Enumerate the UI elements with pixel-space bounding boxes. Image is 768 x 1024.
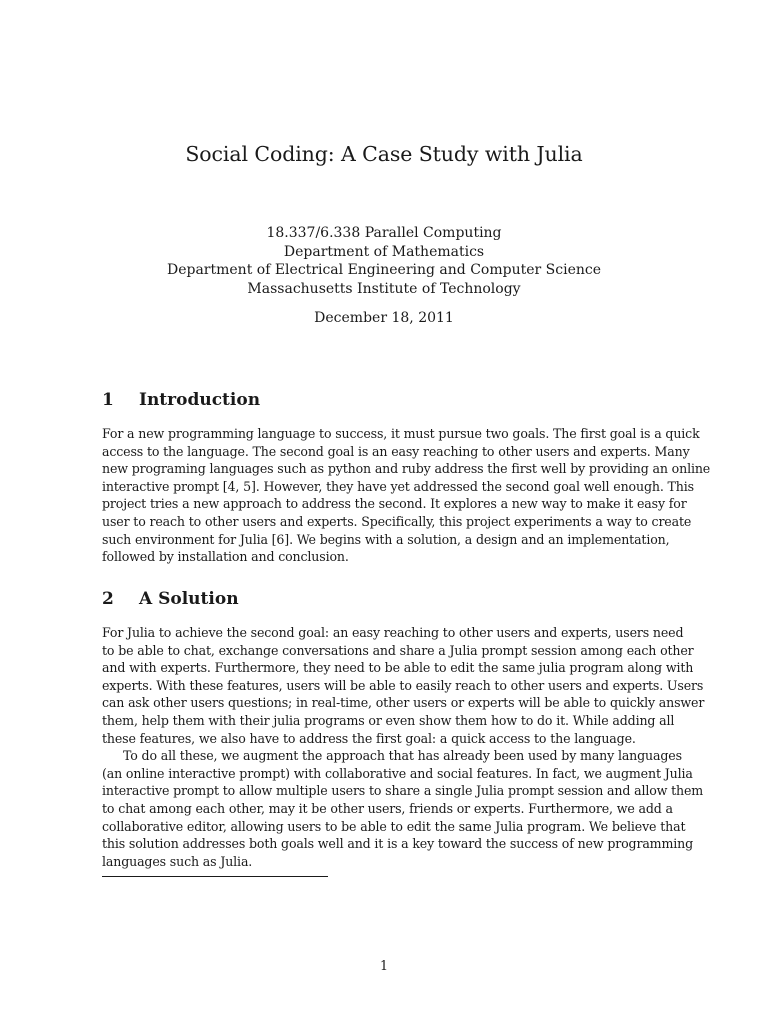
body-paragraph xyxy=(102,425,711,566)
text-line: For a new programming language to success, it must pursue two goals. The first goal is a quick xyxy=(102,426,700,441)
text-line: new programing languages such as python and ruby address the first well by providing an online xyxy=(102,461,711,477)
paper-title: Social Coding: A Case Study with Julia xyxy=(185,142,583,166)
paper-date: December 18, 2011 xyxy=(314,310,454,326)
text-line: them, help them with their julia programs or even show them how to do it. While adding all xyxy=(102,712,675,728)
text-line: interactive prompt to allow multiple users to share a single Julia prompt session and allow them xyxy=(102,783,704,799)
text-line: such environment for Julia [6]. We begins with a solution, a design and an implementation, xyxy=(102,531,670,547)
text-line: to be able to chat, exchange conversations and share a Julia prompt session among each other xyxy=(102,642,694,658)
text-line: followed by installation and conclusion. xyxy=(102,549,349,565)
text-line: collaborative editor, allowing users to be able to edit the same Julia program. We believe that xyxy=(102,818,686,834)
page-number: 1 xyxy=(379,958,388,973)
text-line: experts. With these features, users will be able to easily reach to other users and experts. Users xyxy=(102,677,704,693)
footnote-divider xyxy=(102,876,328,877)
text-line: access to the language. The second goal is an easy reaching to other users and experts. Many xyxy=(102,443,690,459)
text-line: these features, we also have to address the first goal: a quick access to the language. xyxy=(102,730,636,746)
section-number: 1 xyxy=(102,390,114,410)
text-line: project tries a new approach to address the second. It explores a new way to make it easy for xyxy=(102,496,687,512)
text-line: languages such as Julia. xyxy=(102,853,253,869)
section-heading xyxy=(102,390,260,410)
text-line: and with experts. Furthermore, they need to be able to edit the same julia program along with xyxy=(102,660,694,676)
author-affiliation xyxy=(0,224,768,298)
affiliation-line: Massachusetts Institute of Technology xyxy=(247,280,521,297)
section-title: Introduction xyxy=(139,390,261,410)
text-line: this solution addresses both goals well and it is a key toward the success of new programming xyxy=(102,836,694,852)
text-line: For Julia to achieve the second goal: an easy reaching to other users and experts, users need xyxy=(102,625,684,640)
text-line: user to reach to other users and experts. Specifically, this project experiments a way to create xyxy=(102,513,692,529)
text-line: To do all these, we augment the approach that has already been used by many languages xyxy=(123,748,682,764)
section-heading xyxy=(102,589,239,609)
text-line: (an online interactive prompt) with collaborative and social features. In fact, we augment Julia xyxy=(102,765,693,781)
section-number: 2 xyxy=(102,589,114,609)
affiliation-line: 18.337/6.338 Parallel Computing xyxy=(266,225,502,241)
text-line: can ask other users questions; in real-time, other users or experts will be able to quickly answer xyxy=(102,695,705,711)
affiliation-line: Department of Electrical Engineering and Computer Science xyxy=(166,262,601,278)
affiliation-line: Department of Mathematics xyxy=(283,243,485,260)
text-line: interactive prompt [4, 5]. However, they have yet addressed the second goal well enough. This xyxy=(102,478,694,494)
body-paragraph xyxy=(102,624,705,870)
text-line: to chat among each other, may it be other users, friends or experts. Furthermore, we add a xyxy=(102,800,673,816)
section-title: A Solution xyxy=(139,589,239,609)
